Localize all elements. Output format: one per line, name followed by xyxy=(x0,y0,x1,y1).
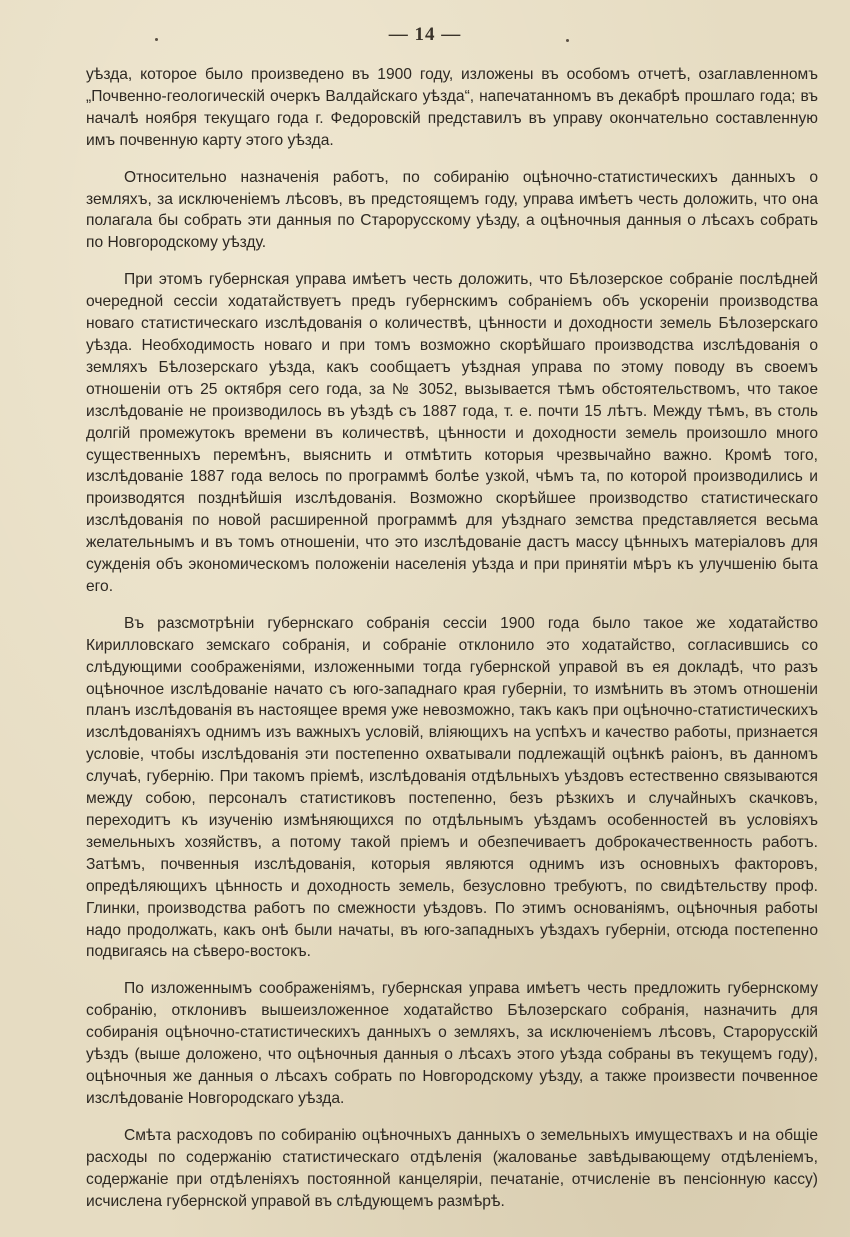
paragraph-continuation: уѣзда, которое было произведено въ 1900 году, изложены въ особомъ отчетѣ, озаглавленномъ „Почвенно-геологическій очеркъ Валдайскаго уѣзда“, напечатанномъ въ декабрѣ прошлаго года; въ началѣ ноября текущаго года г. Федоровскій представилъ въ управу окончательно составленную имъ почвенную карту этого уѣзда. xyxy=(86,66,818,149)
paragraph-proposal: По изложеннымъ соображеніямъ, губернская управа имѣетъ честь предложить губернскому собранію, отклонивъ вышеизложенное ходатайство Бѣлозерскаго собранія, назначить для собиранія оцѣночно-статистическихъ данныхъ о земляхъ, за исключеніемъ лѣсовъ, Старорусскій уѣздъ (выше доложено, что оцѣночныя данныя о лѣсахъ этого уѣзда собраны въ текущемъ году), оцѣночныя же данныя о лѣсахъ собрать по Новгородскому уѣзду, а также произвести почвенное изслѣдованіе Новгородскаго уѣзда. xyxy=(86,980,818,1107)
page-number: — 14 — xyxy=(388,24,462,45)
page-body xyxy=(86,64,818,1212)
paragraph-belozersk-petition: При этомъ губернская управа имѣетъ честь доложить, что Бѣлозерское собраніе послѣдней очередной сессіи ходатайствуетъ предъ губернскимъ собраніемъ объ ускореніи производства новаго статистическаго изслѣдованія о количествѣ, цѣнности и доходности земель Бѣлозерскаго уѣзда. Необходимость новаго и при томъ возможно скорѣйшаго производства изслѣдованія о земляхъ Бѣлозерскаго уѣзда, какъ сообщаетъ уѣздная управа по этому поводу въ своемъ отношеніи отъ 25 октября сего года, за № 3052, вызывается тѣмъ обстоятельствомъ, что такое изслѣдованіе не производилось въ уѣздѣ съ 1887 года, т. е. почти 15 лѣтъ. Между тѣмъ, въ столь долгій промежутокъ времени въ количествѣ, цѣнности и доходности земель произошло много существенныхъ перемѣнъ, выяснить и отмѣтить которыя чрезвычайно важно. Кромѣ того, изслѣдованіе 1887 года велось по программѣ болѣе узкой, чѣмъ та, по которой производились и производятся позднѣйшія изслѣдованія. Возможно скорѣйшее производство статистическаго изслѣдованія по новой расширенной программѣ для уѣзднаго земства представляется весьма желательнымъ и въ томъ отношеніи, что это изслѣдованіе дастъ массу цѣнныхъ матеріаловъ для сужденія объ экономическомъ положеніи населенія уѣзда и при принятіи мѣръ къ улучшенію быта его. xyxy=(86,271,818,595)
paragraph-kirillov-precedent: Въ разсмотрѣніи губернскаго собранія сессіи 1900 года было такое же ходатайство Кирилловскаго земскаго собранія, и собраніе отклонило это ходатайство, согласившись со слѣдующими соображеніями, изложенными тогда губернской управой въ ея докладѣ, что разъ оцѣночное изслѣдованіе начато съ юго-западнаго края губерніи, то измѣнить въ этомъ отношеніи планъ изслѣдованія въ настоящее время уже невозможно, такъ какъ при оцѣночно-статистическихъ изслѣдованіяхъ однимъ изъ важныхъ условій, вліяющихъ на успѣхъ и качество работы, признается условіе, чтобы изслѣдованія эти постепенно охватывали подлежащій оцѣнкѣ раіонъ, въ данномъ случаѣ, губернію. При такомъ пріемѣ, изслѣдованія отдѣльныхъ уѣздовъ естественно связываются между собою, персоналъ статистиковъ постепенно, безъ рѣзкихъ и случайныхъ скачковъ, переходитъ къ изученію измѣняющихся по отдѣльнымъ уѣздамъ особенностей въ условіяхъ земельныхъ хозяйствъ, а потому такой пріемъ и обезпечиваетъ доброкачественность работъ. Затѣмъ, почвенныя изслѣдованія, которыя являются однимъ изъ основныхъ факторовъ, опредѣляющихъ цѣнность и доходность земель, безусловно требуютъ, по свидѣтельству проф. Глинки, производства работъ по смежности уѣздовъ. По этимъ основаніямъ, оцѣночныя работы надо продолжать, какъ онѣ были начаты, въ юго-западныхъ уѣздахъ губерніи, отсюда постепенно подвигаясь на сѣверо-востокъ. xyxy=(86,614,818,961)
paragraph-budget: Смѣта расходовъ по собиранію оцѣночныхъ данныхъ о земельныхъ имуществахъ и на общіе расходы по содержанію статистическаго отдѣленія (жалованье завѣдывающему отдѣленіемъ, содержаніе при отдѣленіяхъ постоянной канцеляріи, печатаніе, отчисленіе въ пенсіонную кассу) исчислена губернской управой въ слѣдующемъ размѣрѣ. xyxy=(86,1126,818,1210)
paragraph-work-assignment: Относительно назначенія работъ, по собиранію оцѣночно-статистическихъ данныхъ о земляхъ, за исключеніемъ лѣсовъ, въ предстоящемъ году, управа имѣетъ честь доложить, что она полагала бы собрать эти данныя по Старорусскому уѣзду, а оцѣночныя данныя о лѣсахъ собрать по Новгородскому уѣзду. xyxy=(86,168,818,252)
paper-speck xyxy=(566,39,569,42)
paper-speck xyxy=(155,38,158,41)
